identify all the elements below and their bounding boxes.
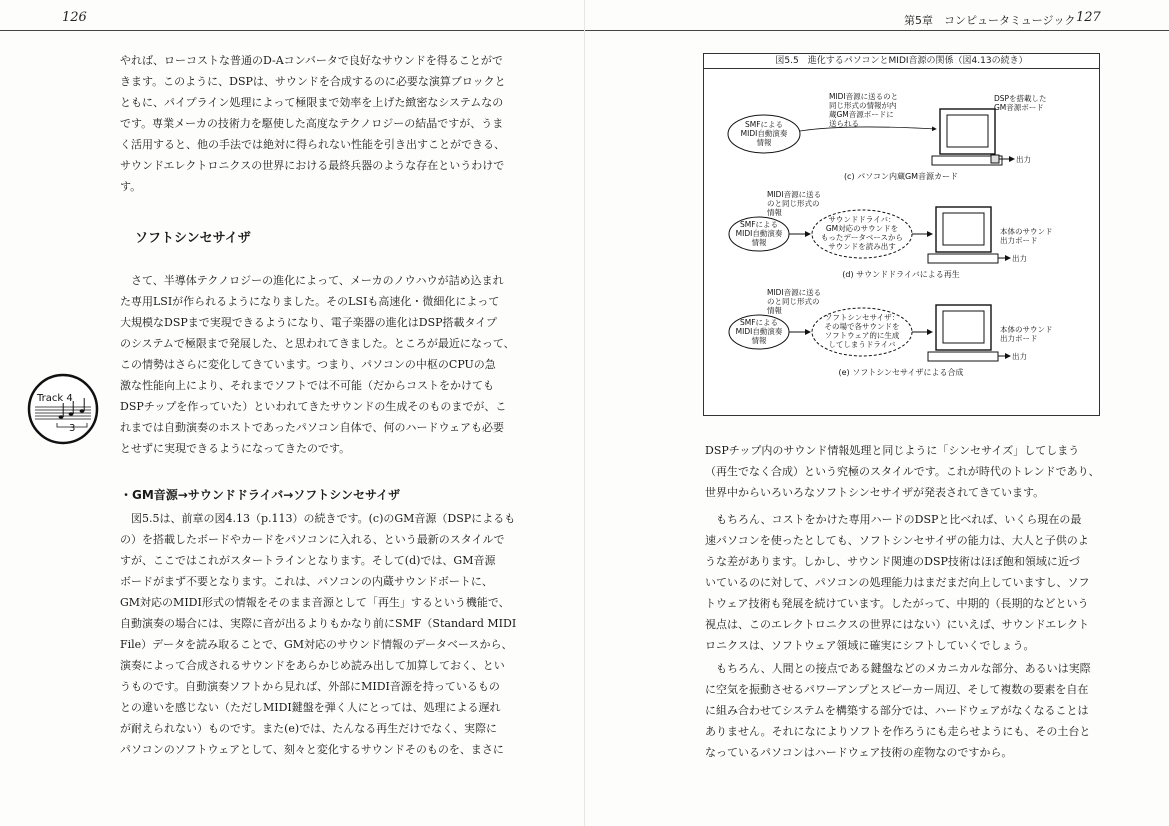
text-line: とせずに実現できるようになってきたのです。 bbox=[120, 442, 351, 455]
chapter-title: 第5章 コンピュータミュージック bbox=[904, 14, 1076, 27]
text-line: に組み合わせてシステムを構築する部分では、ハードウェアがなくなることは bbox=[705, 704, 1089, 717]
svg-text:出力ボード: 出力ボード bbox=[1000, 236, 1038, 245]
svg-text:のと同じ形式の: のと同じ形式の bbox=[767, 199, 820, 208]
subheading: ・GM音源→サウンドドライバ→ソフトシンセサイザ bbox=[120, 488, 401, 502]
caption-e: (e) ソフトシンセサイザによる合成 bbox=[838, 368, 964, 377]
svg-text:MIDI音源に送るのと: MIDI音源に送るのと bbox=[829, 92, 899, 101]
text-line: ボードがまず不要となります。これは、パソコンの内蔵サウンドボートに、 bbox=[120, 575, 493, 588]
svg-text:同じ形式の情報が内: 同じ形式の情報が内 bbox=[829, 101, 897, 110]
text-line: いているのに対して、パソコンの処理能力はまだまだ向上していますし、ソフ bbox=[705, 576, 1090, 589]
svg-text:蔵GM音源ボードに: 蔵GM音源ボードに bbox=[829, 110, 894, 119]
text-line: GM対応のMIDI形式の情報をそのまま音源として「再生」するという機能で、 bbox=[120, 596, 510, 609]
text-line: 速パソコンを使ったとしても、ソフトシンセサイザの能力は、大人と子供のよ bbox=[705, 534, 1089, 547]
text-line: ロニクスは、ソフトウェア領域に確実にシフトしていくでしょう。 bbox=[705, 639, 1035, 652]
svg-text:してしまうドライバ: してしまうドライバ bbox=[828, 340, 896, 349]
text-line: DSPチップを作っていた）といわれてきたサウンドの生成そのものまでが、こ bbox=[120, 400, 507, 413]
svg-text:MIDI音源に送る: MIDI音源に送る bbox=[767, 190, 822, 199]
panel-c bbox=[728, 91, 1047, 181]
svg-text:情報: 情報 bbox=[751, 238, 767, 247]
text-line: （再生でなく合成）という究極のスタイルです。これが時代のトレンドであり、 bbox=[705, 465, 1100, 478]
text-line: く活用すると、他の手法では絶対に得られない性能を引き出すことができる、 bbox=[120, 138, 505, 151]
svg-text:送られる: 送られる bbox=[829, 119, 859, 128]
text-line: DSPチップ内のサウンド情報処理と同じように「シンセサイズ」してしまう bbox=[705, 444, 1080, 457]
svg-text:DSPを搭載した: DSPを搭載した bbox=[994, 94, 1047, 103]
figure-diagram bbox=[704, 69, 1099, 414]
svg-text:出力ボード: 出力ボード bbox=[1000, 334, 1038, 343]
svg-text:SMFによる: SMFによる bbox=[739, 318, 779, 327]
text-line: に空気を振動させるパワーアンプとスピーカー周辺、そして複数の要素を自在 bbox=[705, 683, 1089, 696]
text-line: た専用LSIが作られるようになりました。そのLSIも高速化・微細化によって bbox=[120, 295, 500, 308]
gutter bbox=[584, 0, 585, 826]
text-line: うな差があります。しかし、サウンド関連のDSP技術はほぼ飽和領域に近づ bbox=[705, 555, 1080, 568]
svg-text:もったデータベースから: もったデータベースから bbox=[820, 233, 904, 242]
text-line: パソコンのソフトウェアとして、刻々と変化するサウンドそのものを、まさに bbox=[120, 743, 504, 756]
svg-text:ソフトシンセサイザ：: ソフトシンセサイザ： bbox=[824, 313, 900, 322]
computer-icon bbox=[928, 305, 998, 361]
text-line: うものです。自動演奏ソフトから見れば、外部にMIDI音源を持っているもの bbox=[120, 680, 500, 693]
computer-icon bbox=[928, 207, 998, 263]
svg-text:出力: 出力 bbox=[1012, 254, 1027, 263]
text-line: この情勢はさらに変化してきています。つまり、パソコンの中枢のCPUの急 bbox=[120, 358, 496, 371]
svg-text:GM対応のサウンドを: GM対応のサウンドを bbox=[825, 224, 899, 233]
left-para-3 bbox=[120, 508, 520, 760]
text-line: の）を搭載したボードやカードをパソコンに入れる、という最新のスタイルで bbox=[120, 533, 505, 546]
panel-d bbox=[729, 189, 1053, 279]
svg-text:出力: 出力 bbox=[1016, 155, 1031, 164]
left-page-number: 126 bbox=[62, 10, 87, 25]
text-line: File）データを読み取ることで、GM対応のサウンド情報のデータベースから、 bbox=[120, 638, 513, 651]
text-line: す。 bbox=[120, 180, 142, 193]
text-line: もちろん、コストをかけた専用ハードのDSPと比べれば、いくら現在の最 bbox=[716, 513, 1082, 526]
text-line: が耐えられない）ものです。また(e)では、たんなる再生だけでなく、実際に bbox=[120, 722, 497, 735]
right-para-3 bbox=[705, 658, 1100, 763]
svg-text:のと同じ形式の: のと同じ形式の bbox=[767, 297, 820, 306]
text-line: との違いを感じない（ただしMIDI鍵盤を弾く人にとっては、処理による遅れ bbox=[120, 701, 501, 714]
svg-text:MIDI自動演奏: MIDI自動演奏 bbox=[740, 129, 788, 138]
svg-text:SMFによる: SMFによる bbox=[744, 120, 784, 129]
text-line: 大規模なDSPまで実現できるようになり、電子楽器の進化はDSP搭載タイプ bbox=[120, 316, 497, 329]
text-line: 世界中からいろいろなソフトシンセサイザが発表されてきています。 bbox=[705, 486, 1045, 499]
text-line: やれば、ローコストな普通のD-Aコンバータで良好なサウンドを得ることがで bbox=[120, 54, 503, 67]
text-line: 激な性能向上により、それまでソフトでは不可能（だからコストをかけても bbox=[120, 379, 494, 392]
svg-text:本体のサウンド: 本体のサウンド bbox=[1000, 227, 1053, 236]
track-badge-number: 3 bbox=[69, 423, 76, 434]
svg-text:MIDI音源に送る: MIDI音源に送る bbox=[767, 288, 822, 297]
text-line: サウンドエレクトロニクスの世界における最終兵器のような存在というわけで bbox=[120, 159, 505, 172]
text-line: ともに、パイプライン処理によって極限まで効率を上げた緻密なシステムなの bbox=[120, 96, 504, 109]
text-line: すが、ここではこれがスタートラインとなります。そして(d)では、GM音源 bbox=[120, 554, 496, 567]
right-para-1 bbox=[705, 440, 1100, 503]
text-line: なっているパソコンはハードウェア技術の産物なのですから。 bbox=[705, 746, 1013, 759]
text-line: 演奏によって合成されるサウンドをあらかじめ読み出して加算しておく、とい bbox=[120, 659, 505, 672]
svg-text:GM音源ボード: GM音源ボード bbox=[994, 103, 1044, 112]
svg-text:SMFによる: SMFによる bbox=[739, 220, 779, 229]
text-line: トウェア技術も発展を続けています。したがって、中期的（長期的などという bbox=[705, 597, 1089, 610]
svg-text:ソフトウェア的に生成: ソフトウェア的に生成 bbox=[824, 331, 900, 340]
svg-text:出力: 出力 bbox=[1012, 352, 1027, 361]
figure-5-5 bbox=[703, 53, 1100, 416]
svg-text:情報: 情報 bbox=[767, 306, 782, 315]
right-para-2 bbox=[705, 509, 1100, 656]
svg-text:情報: 情報 bbox=[767, 208, 782, 217]
text-line: のシステムで極限まで発展した、と思われてきました。ところが最近になって、 bbox=[120, 337, 515, 350]
svg-text:情報: 情報 bbox=[751, 336, 767, 345]
text-line: です。専業メーカの技術力を駆使した高度なテクノロジーの結晶ですが、うま bbox=[120, 117, 504, 130]
left-header-rule bbox=[0, 30, 584, 31]
caption-c: (c) パソコン内蔵GM音源カード bbox=[843, 172, 959, 181]
text-line: さて、半導体テクノロジーの進化によって、メーカのノウハウが詰め込まれ bbox=[131, 274, 504, 287]
svg-text:その場で各サウンドを: その場で各サウンドを bbox=[824, 322, 900, 331]
svg-text:情報: 情報 bbox=[756, 138, 772, 147]
text-line: ありません。それになによりソフトを作ろうにも走らせようにも、その土台と bbox=[705, 725, 1091, 738]
text-line: 自動演奏の場合には、実際に音が出るよりもかなり前にSMF（Standard MIDI bbox=[120, 617, 517, 630]
text-line: きます。このように、DSPは、サウンドを合成するのに必要な演算ブロックと bbox=[120, 75, 506, 88]
svg-text:サウンドを読み出す: サウンドを読み出す bbox=[828, 242, 896, 251]
section-heading: ソフトシンセサイザ bbox=[135, 231, 251, 246]
text-line: 視点は、このエレクトロニクスの世界にはない）にいえば、サウンドエレクト bbox=[705, 618, 1090, 631]
computer-icon bbox=[932, 109, 1002, 165]
text-line: もちろん、人間との接点である鍵盤などのメカニカルな部分、あるいは実際 bbox=[716, 662, 1091, 675]
caption-d: (d) サウンドドライバによる再生 bbox=[842, 270, 960, 279]
svg-text:本体のサウンド: 本体のサウンド bbox=[1000, 325, 1053, 334]
svg-text:MIDI自動演奏: MIDI自動演奏 bbox=[735, 229, 783, 238]
track-badge bbox=[27, 373, 99, 445]
panel-e bbox=[729, 287, 1053, 377]
right-page-number: 127 bbox=[1076, 10, 1101, 25]
track-badge-label: Track 4 bbox=[37, 393, 73, 404]
left-para-1 bbox=[120, 50, 520, 197]
figure-title: 図5.5 進化するパソコンとMIDI音源の関係（図4.13の続き） bbox=[704, 54, 1099, 69]
text-line: れまでは自動演奏のホストであったパソコン自体で、何のハードウェアも必要 bbox=[120, 421, 505, 434]
svg-text:サウンドドライバ：: サウンドドライバ： bbox=[828, 215, 896, 224]
left-para-2 bbox=[120, 270, 520, 459]
right-header-rule bbox=[585, 30, 1169, 31]
svg-text:MIDI自動演奏: MIDI自動演奏 bbox=[735, 327, 783, 336]
text-line: 図5.5は、前章の図4.13（p.113）の続きです。(c)のGM音源（DSPによるも bbox=[131, 512, 516, 525]
